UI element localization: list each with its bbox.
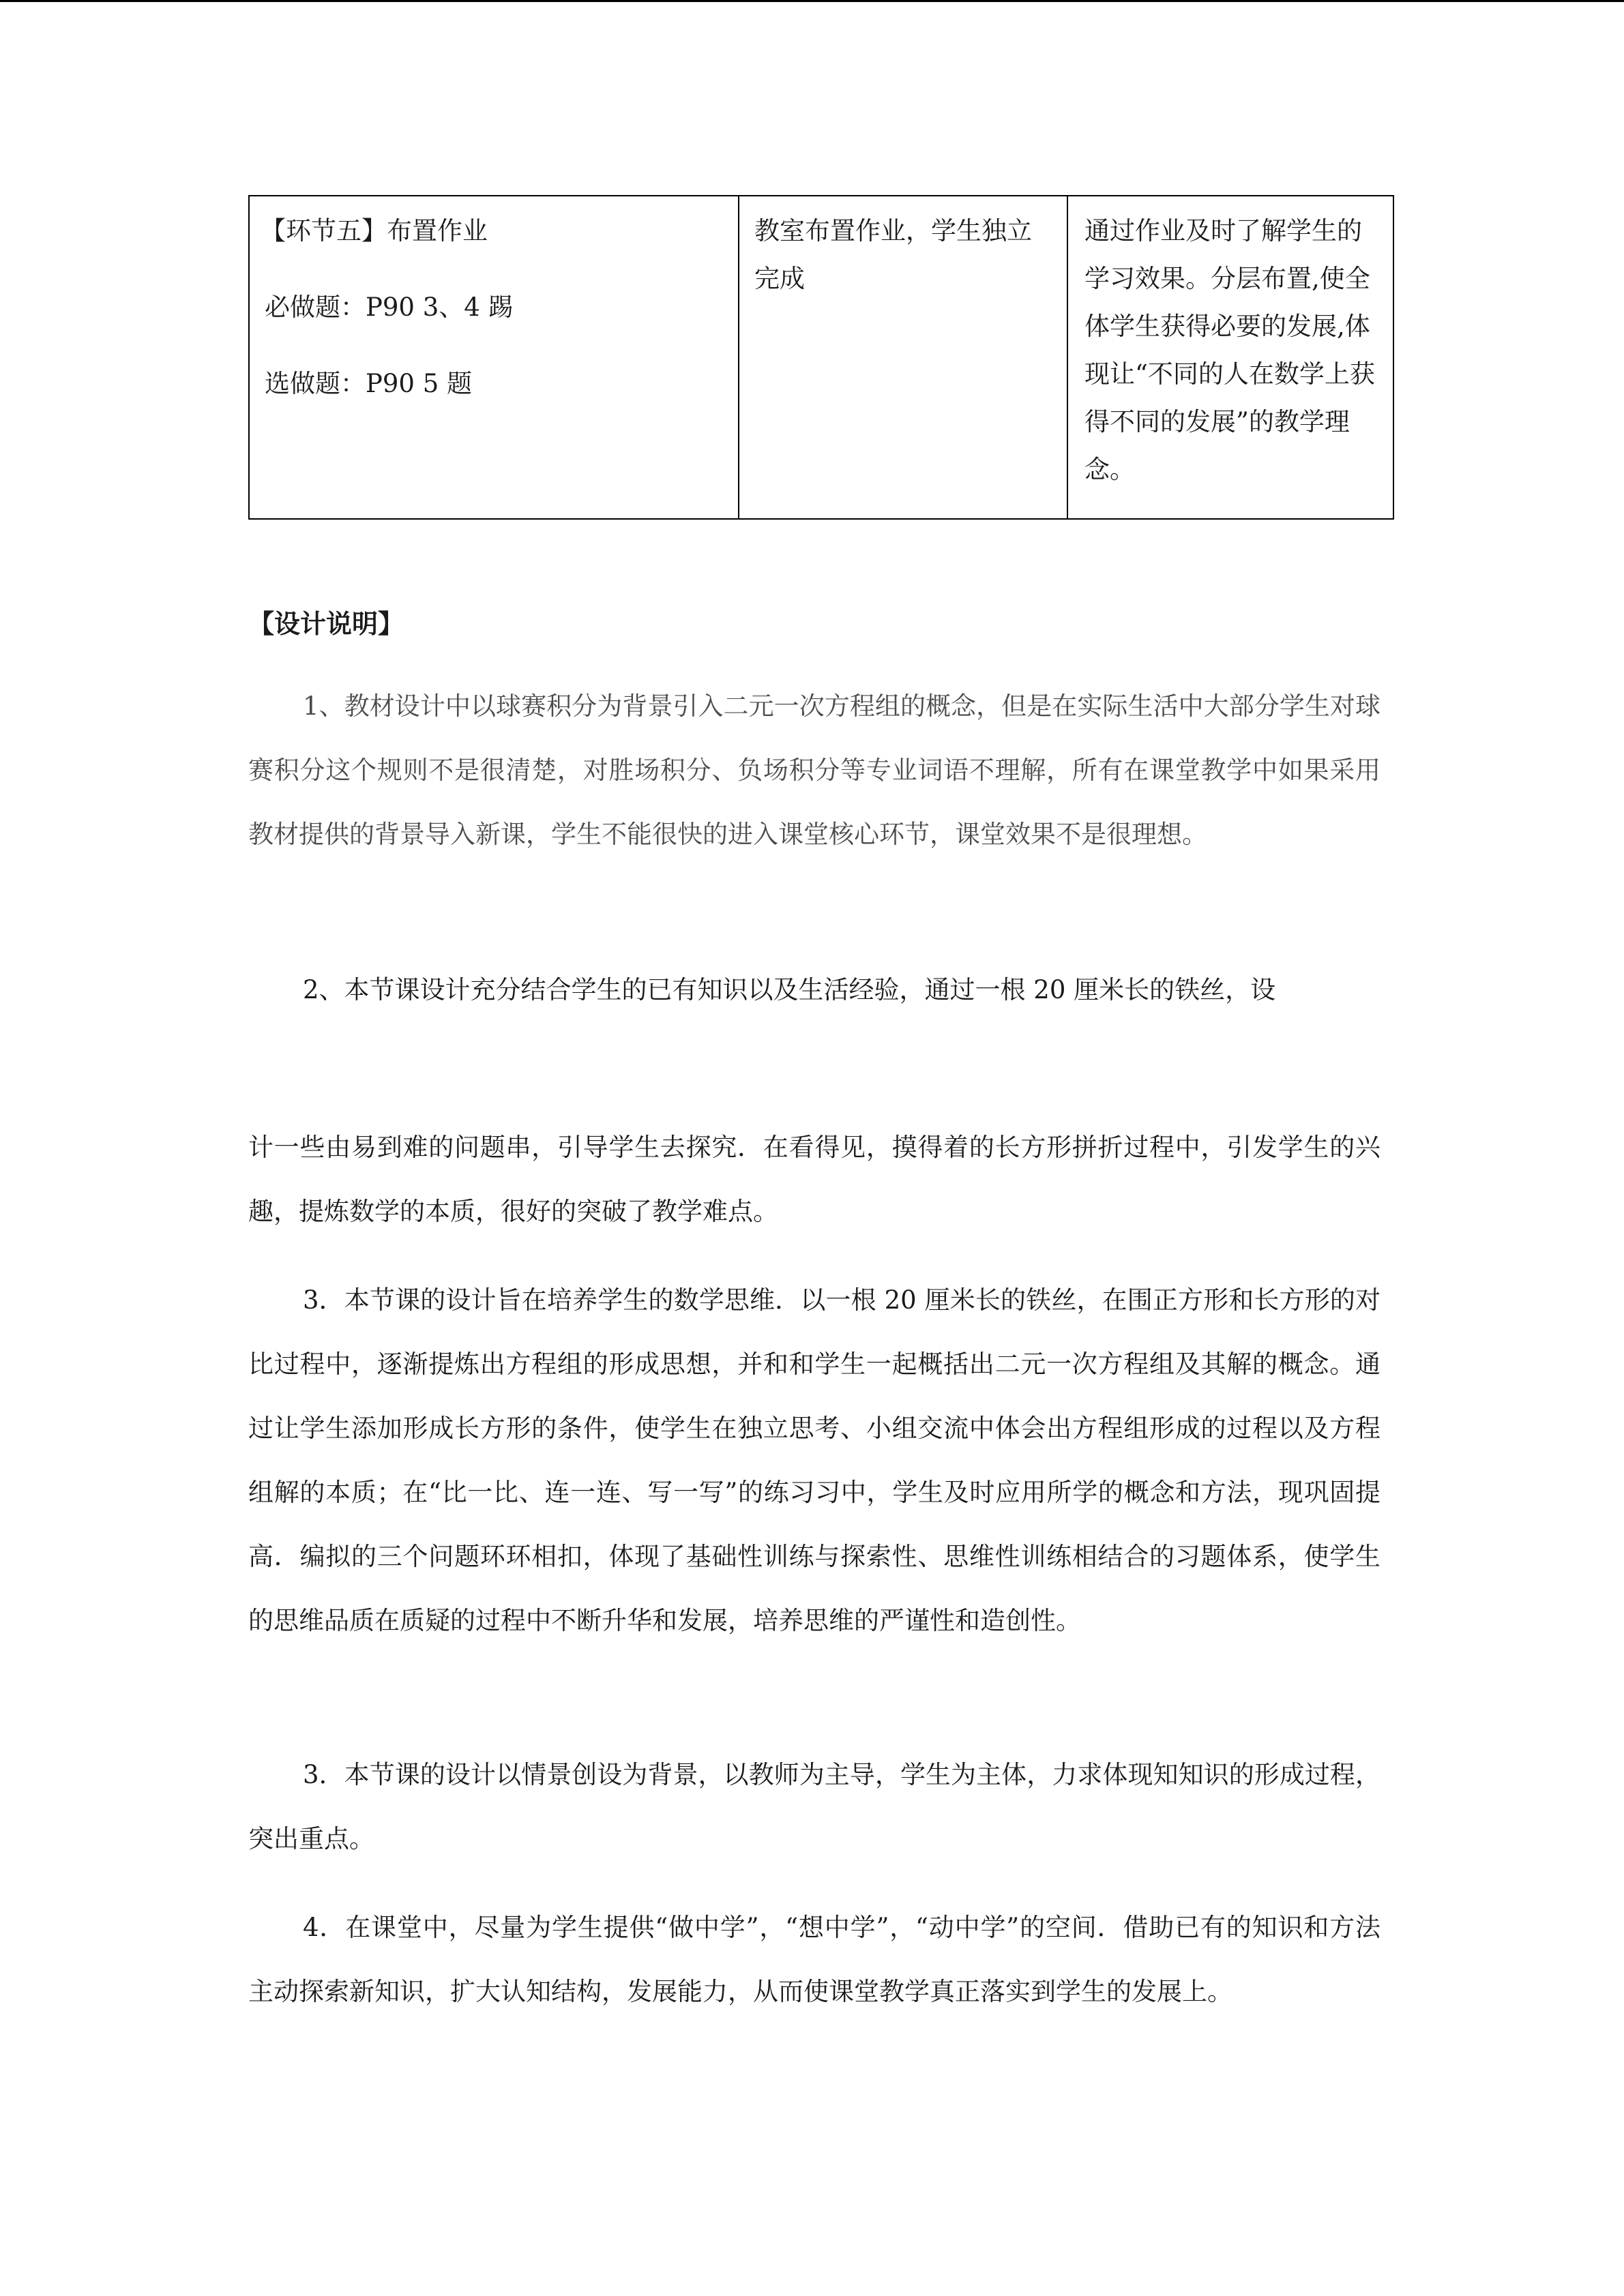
design-paragraph-2-continued: 计一些由易到难的问题串，引导学生去探究．在看得见，摸得着的长方形拼折过程中，引发学生的兴趣，提炼数学的本质，很好的突破了教学难点。 (248, 1133, 1381, 1226)
design-paragraph-4: 3．本节课的设计以情景创设为背景，以教师为主导，学生为主体，力求体现知知识的形成过程，突出重点。 (248, 1760, 1381, 1853)
top-border-line (0, 0, 1624, 2)
lesson-plan-table (248, 195, 1394, 520)
design-paragraph-1: 1、教材设计中以球赛积分为背景引入二元一次方程组的概念，但是在实际生活中大部分学生对球赛积分这个规则不是很清楚，对胜场积分、负场积分等专业词语不理解，所有在课堂教学中如果采用教材提供的背景导入新课，学生不能很快的进入课堂核心环节，课堂效果不是很理想。 (248, 691, 1381, 849)
design-notes-heading: 【设计说明】 (248, 608, 404, 639)
table-row (249, 196, 1393, 519)
design-paragraph-3: 3．本节课的设计旨在培养学生的数学思维．以一根 20 厘米长的铁丝，在围正方形和长方形的对比过程中，逐渐提炼出方程组的形成思想，并和和学生一起概括出二元一次方程组及其解的概念。通过让学生添加形成长方形的条件，使学生在独立思考、小组交流中体会出方程组形成的过程以及方程组解的本质；在“比一比、连一连、写一写”的练习习中，学生及时应用所学的概念和方法，现巩固提高．编拟的三个问题环环相扣，体现了基础性训练与探索性、思维性训练相结合的习题体系，使学生的思维品质在质疑的过程中不断升华和发展，培养思维的严谨性和造创性。 (248, 1285, 1381, 1635)
design-paragraph-5: 4．在课堂中，尽量为学生提供“做中学”，“想中学”，“动中学”的空间．借助已有的知识和方法主动探索新知识，扩大认知结构，发展能力，从而使课堂教学真正落实到学生的发展上。 (248, 1913, 1381, 2006)
design-paragraph-2: 2、本节课设计充分结合学生的已有知识以及生活经验，通过一根 20 厘米长的铁丝，设 (303, 975, 1276, 1004)
intent-cell: 通过作业及时了解学生的学习效果。分层布置,使全体学生获得必要的发展,体现让“不同的人在数学上获得不同的发展”的教学理念。 (1067, 196, 1393, 519)
required-homework: 必做题：P90 3、4 踢 (265, 293, 514, 322)
stage-title: 【环节五】布置作业 (261, 216, 488, 245)
stage-cell (249, 196, 739, 519)
optional-homework: 选做题：P90 5 题 (265, 369, 473, 398)
activity-cell: 教室布置作业，学生独立完成 (739, 196, 1067, 519)
